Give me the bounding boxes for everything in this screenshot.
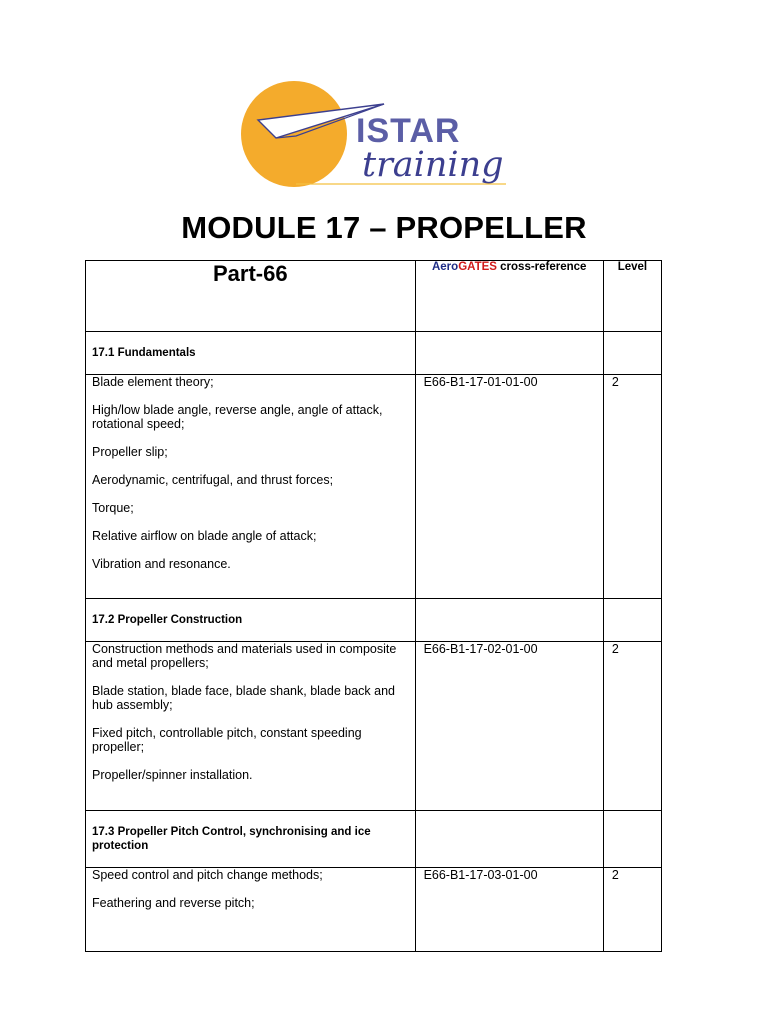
level-value: 2 xyxy=(603,868,661,952)
section-heading-row xyxy=(86,599,662,642)
topic-item: Speed control and pitch change methods; xyxy=(92,868,323,882)
header-cross-reference xyxy=(415,261,603,332)
table-header-row xyxy=(86,261,662,332)
topic-item: Propeller slip; xyxy=(92,445,168,459)
topic-item: Blade station, blade face, blade shank, blade back and hub assembly; xyxy=(92,684,395,712)
topic-item: Construction methods and materials used in composite and metal propellers; xyxy=(92,642,397,670)
header-part66: Part-66 xyxy=(86,261,416,332)
topic-list xyxy=(86,642,416,811)
cross-reference-code: E66-B1-17-03-01-00 xyxy=(415,868,603,952)
section-heading: 17.2 Propeller Construction xyxy=(86,599,416,642)
empty-cell xyxy=(603,332,661,375)
section-heading-row xyxy=(86,811,662,868)
level-value: 2 xyxy=(603,642,661,811)
logo-circle xyxy=(241,81,347,187)
section-body-row xyxy=(86,868,662,952)
header-level: Level xyxy=(603,261,661,332)
empty-cell xyxy=(603,811,661,868)
logo-word-training: training xyxy=(362,145,504,185)
syllabus-table xyxy=(85,260,662,952)
topic-item: Feathering and reverse pitch; xyxy=(92,896,255,910)
page-title: MODULE 17 – PROPELLER xyxy=(181,210,587,245)
istar-training-logo xyxy=(236,80,536,192)
logo-word-istar: ISTAR xyxy=(356,112,461,150)
topic-item: Relative airflow on blade angle of attack; xyxy=(92,529,317,543)
topic-item: Torque; xyxy=(92,501,134,515)
header-aero: Aero xyxy=(431,261,459,273)
cross-reference-code: E66-B1-17-02-01-00 xyxy=(415,642,603,811)
section-heading: 17.3 Propeller Pitch Control, synchronising and ice protection xyxy=(86,811,416,868)
empty-cell xyxy=(603,599,661,642)
topic-item: Aerodynamic, centrifugal, and thrust forces; xyxy=(92,473,334,487)
section-heading: 17.1 Fundamentals xyxy=(86,332,416,375)
empty-cell xyxy=(415,599,603,642)
section-body-row xyxy=(86,375,662,599)
topic-list xyxy=(86,375,416,599)
header-gates: GATES xyxy=(458,261,497,273)
topic-item: Vibration and resonance. xyxy=(92,557,231,571)
section-heading-row xyxy=(86,332,662,375)
topic-list xyxy=(86,868,416,952)
topic-item: Fixed pitch, controllable pitch, constant speeding propeller; xyxy=(92,726,362,754)
empty-cell xyxy=(415,811,603,868)
topic-item: Propeller/spinner installation. xyxy=(92,768,253,782)
section-body-row xyxy=(86,642,662,811)
topic-item: High/low blade angle, reverse angle, angle of attack, rotational speed; xyxy=(92,403,383,431)
empty-cell xyxy=(415,332,603,375)
level-value: 2 xyxy=(603,375,661,599)
cross-reference-code: E66-B1-17-01-01-00 xyxy=(415,375,603,599)
topic-item: Blade element theory; xyxy=(92,375,214,389)
header-cross: cross-reference xyxy=(496,261,587,273)
